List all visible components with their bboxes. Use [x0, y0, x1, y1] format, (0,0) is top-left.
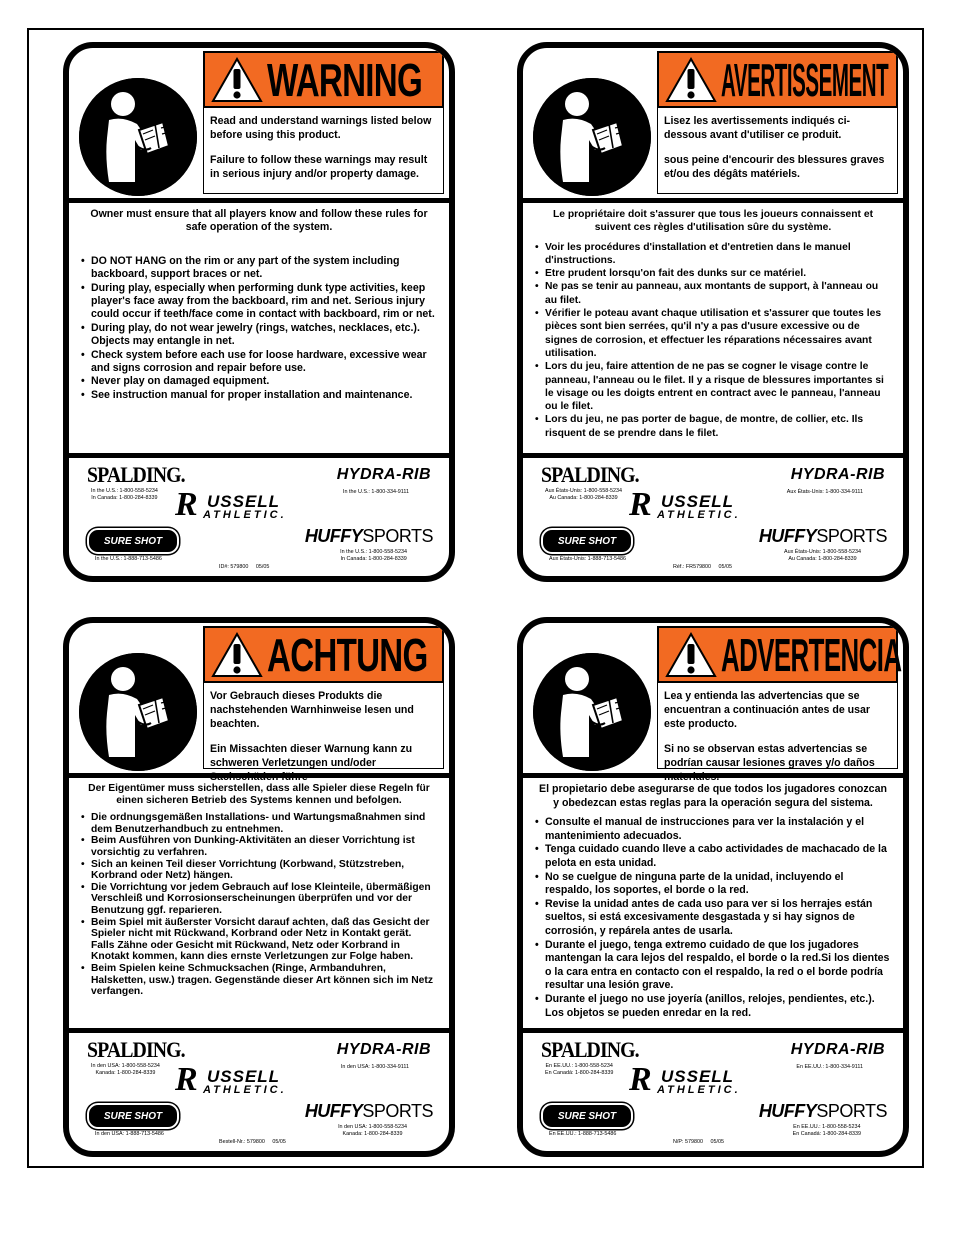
- rules-body: [81, 208, 437, 402]
- person-reading-manual-icon: [533, 653, 651, 771]
- spalding-phone: Aux États-Unis: 1-800-558-5234 Au Canada: 1-800-284-8339: [545, 488, 623, 501]
- russell-wordmark: USSELL: [207, 1067, 281, 1086]
- rules-body: [535, 783, 891, 1020]
- signal-word-band: [203, 626, 444, 683]
- brand-footer: [69, 453, 449, 576]
- rule-item: • Die ordnungsgemäßen Installations- und Wartungsmaßnahmen sind dem Benutzerhandbuch zu entnehmen.: [81, 812, 437, 835]
- rule-item: • Vérifier le poteau avant chaque utilisation et s'assurer que toutes les pièces sont bien serrées, qu'il n'y a pas d'usure excessive ou de signes de corrosion, et effectuer les réparations nécessaires avant utilisation.: [535, 307, 891, 360]
- rule-item: • Check system before each use for loose hardware, excessive wear and signs corrosion and repair before use.: [81, 349, 437, 376]
- russell-athletic-r-mark: R: [175, 1061, 198, 1098]
- intro-paragraph: Lea y entienda las advertencias que se encuentran a continuación antes de usar este producto.: [664, 690, 871, 730]
- warning-triangle-icon: [665, 632, 717, 678]
- owner-responsibility-text: Der Eigentümer muss sicherstellen, dass alle Spieler diese Regeln für einen sicheren Betrieb des Systems kennen und befolgen.: [88, 783, 430, 806]
- sure-shot-phone: Aux États-Unis: 1-888-713-5486: [549, 556, 627, 562]
- hydra-rib-logo: HYDRA-RIB: [790, 466, 885, 483]
- hydra-rib-logo: HYDRA-RIB: [336, 1041, 431, 1058]
- rule-item: • Ne pas se tenir au panneau, aux montants de support, à l'anneau ou au filet.: [535, 280, 891, 307]
- label-header-region: [523, 623, 903, 783]
- spalding-logo: SPALDING.: [541, 1037, 639, 1062]
- sure-shot-logo: SURE SHOT: [87, 1103, 179, 1129]
- signal-word-band: [657, 626, 902, 683]
- rule-item: • See instruction manual for proper installation and maintenance.: [81, 389, 437, 402]
- huffy-wordmark: HUFFY: [304, 1101, 363, 1121]
- sure-shot-phone: In den USA: 1-888-713-5486: [95, 1131, 164, 1137]
- huffy-wordmark: HUFFY: [758, 526, 817, 546]
- rules-list: [535, 241, 891, 440]
- athletic-wordmark: ATHLETIC.: [203, 1084, 287, 1096]
- russell-wordmark: USSELL: [661, 492, 735, 511]
- rules-list: [81, 812, 437, 998]
- label-header-region: [69, 623, 449, 783]
- rules-list: [81, 255, 437, 402]
- signal-word-band: [657, 51, 898, 108]
- sure-shot-logo: SURE SHOT: [87, 528, 179, 554]
- rule-item: • Beim Ausführen von Dunking-Aktivitäten an dieser Vorrichtung ist vorsichtig zu verfahren.: [81, 835, 437, 858]
- huffy-sports-phone: In den USA: 1-800-558-5234 Kanada: 1-800-284-8339: [338, 1124, 407, 1137]
- spalding-phone: En EE.UU.: 1-800-558-5234 En Canadá: 1-800-284-8339: [545, 1063, 614, 1076]
- brand-footer: [523, 453, 903, 576]
- intro-paragraph: Read and understand warnings listed below before using this product.: [210, 115, 432, 141]
- reader-icon-circle: [79, 653, 197, 771]
- reader-icon-circle: [533, 78, 651, 196]
- intro-paragraph: Si no se observan estas advertencias se podrían causar lesiones graves y/o daños materiales.: [664, 743, 875, 783]
- hydra-rib-phone: In the U.S.: 1-800-334-9111: [342, 489, 409, 495]
- spalding-phone: In den USA: 1-800-558-5234 Kanada: 1-800-284-8339: [91, 1063, 160, 1076]
- huffy-sports-phone: Aux États-Unis: 1-800-558-5234 Au Canada: 1-800-284-8339: [783, 549, 861, 562]
- intro-paragraph: Ein Missachten dieser Warnung kann zu schweren Verletzungen und/oder Sachschäden führe: [210, 743, 413, 783]
- hydra-rib-phone: In den USA: 1-800-334-9111: [340, 1064, 409, 1070]
- rule-item: • Never play on damaged equipment.: [81, 375, 437, 388]
- huffy-wordmark: HUFFY: [304, 526, 363, 546]
- rule-item: • Etre prudent lorsqu'on fait des dunks sur ce matériel.: [535, 267, 891, 280]
- rule-item: • Sich an keinen Teil dieser Vorrichtung (Korbwand, Stützstreben, Korbrand oder Netz) hängen.: [81, 859, 437, 882]
- brand-footer: [523, 1028, 903, 1151]
- huffy-sports-logo: [305, 526, 433, 547]
- owner-responsibility-text: Le propriétaire doit s'assurer que tous les joueurs connaissent et suivent ces règles d'utilisation sûre du système.: [552, 209, 874, 234]
- rules-list: [535, 816, 891, 1020]
- rules-body: [535, 208, 891, 440]
- rule-item: • During play, do not wear jewelry (rings, watches, necklaces, etc.). Objects may entangle in net.: [81, 322, 437, 349]
- spalding-logo: SPALDING.: [541, 462, 639, 487]
- athletic-wordmark: ATHLETIC.: [657, 1084, 741, 1096]
- rule-item: • Lors du jeu, ne pas porter de bague, de montre, de collier, etc. Ils risquent de se prendre dans le filet.: [535, 413, 891, 440]
- brand-footer: [69, 1028, 449, 1151]
- athletic-wordmark: ATHLETIC.: [657, 509, 741, 521]
- rule-item: • Tenga cuidado cuando lleve a cabo actividades de machacado de la pelota en esta unidad.: [535, 843, 891, 870]
- rule-item: • DO NOT HANG on the rim or any part of the system including backboard, support braces or net.: [81, 255, 437, 282]
- intro-paragraph: Vor Gebrauch dieses Produkts die nachstehenden Warnhinweise lesen und beachten.: [210, 690, 414, 730]
- part-id: ID#: 579800 05/05: [219, 564, 270, 570]
- part-id: Bestell-Nr.: 579800 05/05: [219, 1139, 286, 1145]
- sure-shot-phone: In the U.S.: 1-888-713-5486: [95, 556, 162, 562]
- huffy-sports-phone: In the U.S.: 1-800-558-5234 In Canada: 1-800-284-8339: [340, 549, 407, 562]
- sure-shot-logo: SURE SHOT: [541, 528, 633, 554]
- hydra-rib-phone: Aux États-Unis: 1-800-334-9111: [786, 489, 863, 495]
- sure-shot-logo: SURE SHOT: [541, 1103, 633, 1129]
- rule-item: • Die Vorrichtung vor jedem Gebrauch auf lose Kleinteile, übermäßigen Verschleiß und Korrosionserscheinungen überprüfen und vor der Benutzung ggf. reparieren.: [81, 882, 437, 917]
- label-advertencia: [517, 617, 909, 1157]
- label-warning: [63, 42, 455, 582]
- russell-wordmark: USSELL: [207, 492, 281, 511]
- rule-item: • During play, especially when performing dunk type activities, keep player's face away from the backboard, rim and net. Serious injury could occur if teeth/face come in contact with backboard, rim or net.: [81, 282, 437, 322]
- owner-responsibility-text: El propietario debe asegurarse de que todos los jugadores conozcan y obedezcan estas reglas para la operación segura del sistema.: [539, 783, 887, 809]
- label-header-region: [523, 48, 903, 203]
- signal-word: AVERTISSEMENT: [721, 53, 889, 106]
- signal-word: WARNING: [267, 53, 423, 106]
- intro-paragraph: Failure to follow these warnings may result in serious injury and/or property damage.: [210, 154, 428, 180]
- signal-word-band: [203, 51, 444, 108]
- person-reading-manual-icon: [533, 78, 651, 196]
- rule-item: • Beim Spiel mit äußerster Vorsicht darauf achten, daß das Gesicht der Spieler nicht mit Rückwand, Korbrand oder Netz in Kontakt gerät. Falls Zähne oder Gesicht mit Rückwand, Netz oder Korbrand in Knotakt kommen, kann dies ernste Verletzungen zur Folge haben.: [81, 917, 437, 963]
- hydra-rib-logo: HYDRA-RIB: [336, 466, 431, 483]
- intro-text-box: [203, 683, 444, 783]
- sports-wordmark: SPORTS: [816, 1101, 887, 1121]
- hydra-rib-phone: En EE.UU.: 1-800-334-9111: [796, 1064, 863, 1070]
- signal-word: ACHTUNG: [267, 628, 428, 681]
- huffy-sports-phone: En EE.UU.: 1-800-558-5234 En Canadá: 1-800-284-8339: [792, 1124, 861, 1137]
- spalding-logo: SPALDING.: [87, 1037, 185, 1062]
- rule-item: • Revise la unidad antes de cada uso para ver si los herrajes están sueltos, si está excesivamente desgastada y si hay signos de corrosión, y repárela antes de usarla.: [535, 898, 891, 939]
- rule-item: • Lors du jeu, faire attention de ne pas se cogner le visage contre le panneau, l'anneau ou le filet. Il y a risque de blessures importantes si le visage ou les doigts entrent en contract avec le panneau, l'anneau ou le filet.: [535, 360, 891, 413]
- hydra-rib-logo: HYDRA-RIB: [790, 1041, 885, 1058]
- person-reading-manual-icon: [79, 78, 197, 196]
- label-header-region: [69, 48, 449, 203]
- warning-triangle-icon: [665, 57, 717, 103]
- person-reading-manual-icon: [79, 653, 197, 771]
- sports-wordmark: SPORTS: [362, 526, 433, 546]
- sports-wordmark: SPORTS: [362, 1101, 433, 1121]
- rule-item: • Durante el juego, tenga extremo cuidado de que los jugadores mantengan la cara lejos del respaldo, el borde o la red.Si los dientes o la cara entra en contacto con el respaldo, la red o el borde podría resultar una lesión grave.: [535, 939, 891, 993]
- spalding-logo: SPALDING.: [87, 462, 185, 487]
- intro-text-box: [203, 108, 444, 194]
- russell-athletic-r-mark: R: [629, 1061, 652, 1098]
- sports-wordmark: SPORTS: [816, 526, 887, 546]
- rule-item: • Consulte el manual de instrucciones para ver la instalación y el mantenimiento adecuados.: [535, 816, 891, 843]
- athletic-wordmark: ATHLETIC.: [203, 509, 287, 521]
- reader-icon-circle: [79, 78, 197, 196]
- signal-word: ADVERTENCIA: [721, 628, 902, 681]
- huffy-sports-logo: [305, 1101, 433, 1122]
- owner-responsibility-text: Owner must ensure that all players know and follow these rules for safe operation of the system.: [90, 208, 428, 234]
- russell-athletic-r-mark: R: [629, 486, 652, 523]
- warning-triangle-icon: [211, 632, 263, 678]
- spalding-phone: In the U.S.: 1-800-558-5234 In Canada: 1-800-284-8339: [91, 488, 158, 501]
- sure-shot-phone: En EE.UU.: 1-888-713-5486: [549, 1131, 617, 1137]
- label-avertissement: [517, 42, 909, 582]
- label-achtung: [63, 617, 455, 1157]
- intro-text-box: [657, 108, 898, 194]
- part-id: Réf.: FR579800 05/05: [673, 564, 733, 570]
- russell-athletic-r-mark: R: [175, 486, 198, 523]
- rule-item: • Durante el juego no use joyería (anillos, relojes, pendientes, etc.). Los objetos se pueden enredar en la red.: [535, 993, 891, 1020]
- rule-item: • Beim Spielen keine Schmucksachen (Ringe, Armbanduhren, Halsketten, usw.) tragen. Gegenstände dieser Art können sich im Netz verfangen.: [81, 963, 437, 998]
- russell-wordmark: USSELL: [661, 1067, 735, 1086]
- rule-item: • No se cuelgue de ninguna parte de la unidad, incluyendo el respaldo, los soportes, el borde o la red.: [535, 871, 891, 898]
- part-id: N/P: 579800 05/05: [673, 1139, 724, 1145]
- rules-body: [81, 783, 437, 998]
- intro-paragraph: Lisez les avertissements indiqués ci-dessous avant d'utiliser ce produit.: [664, 115, 851, 141]
- huffy-sports-logo: [759, 1101, 887, 1122]
- huffy-wordmark: HUFFY: [758, 1101, 817, 1121]
- rule-item: • Voir les procédures d'installation et d'entretien dans le manuel d'instructions.: [535, 241, 891, 268]
- intro-paragraph: sous peine d'encourir des blessures graves et/ou des dégâts matériels.: [664, 154, 885, 180]
- reader-icon-circle: [533, 653, 651, 771]
- warning-triangle-icon: [211, 57, 263, 103]
- intro-text-box: [657, 683, 898, 783]
- huffy-sports-logo: [759, 526, 887, 547]
